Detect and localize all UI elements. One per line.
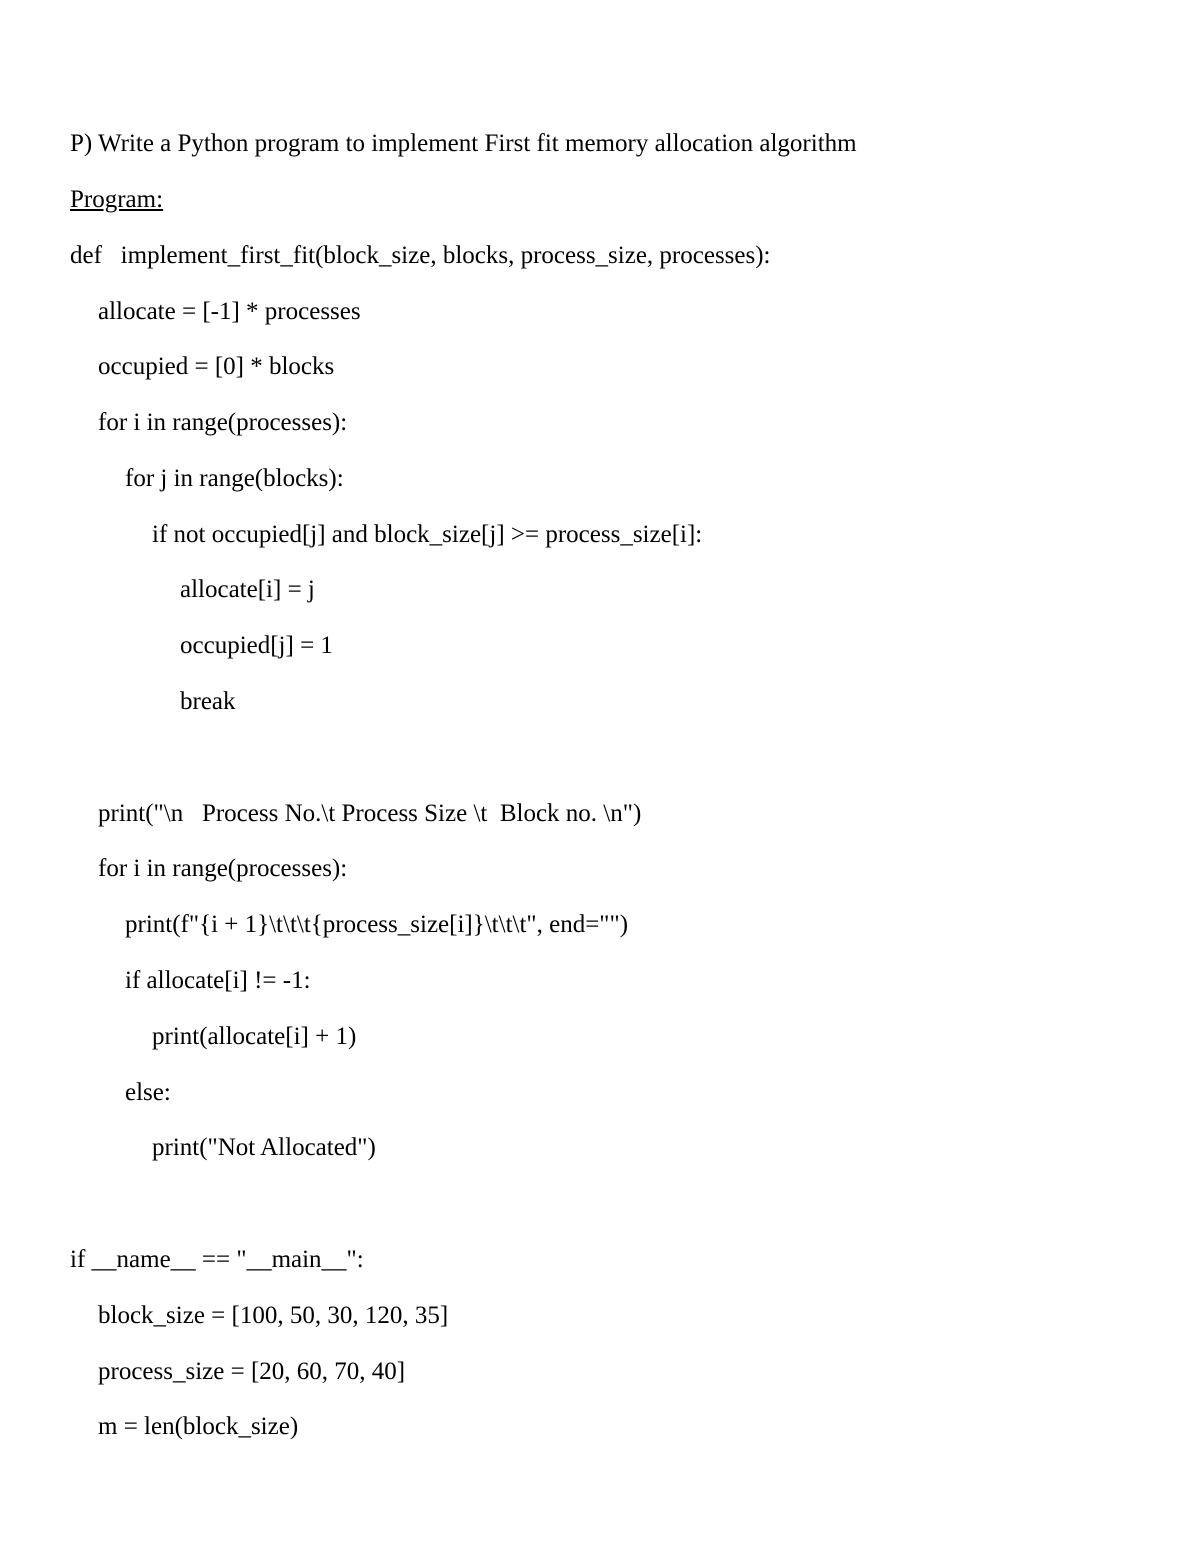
code-line: m = len(block_size)	[98, 1413, 299, 1440]
code-line: allocate = [-1] * processes	[98, 298, 361, 325]
code-line: if not occupied[j] and block_size[j] >= process_size[i]:	[152, 521, 703, 548]
question-text: P) Write a Python program to implement First fit memory allocation algorithm	[70, 130, 857, 157]
code-line: print(allocate[i] + 1)	[152, 1023, 357, 1050]
code-line: if __name__ == "__main__":	[70, 1246, 364, 1273]
code-line: else:	[125, 1079, 171, 1106]
code-line: def implement_first_fit(block_size, blocks, process_size, processes):	[70, 242, 771, 269]
code-line: break	[180, 688, 236, 715]
code-line: print("\n Process No.\t Process Size \t Block no. \n")	[98, 800, 642, 827]
program-label: Program:	[70, 186, 164, 213]
code-line: allocate[i] = j	[180, 576, 315, 603]
code-line: process_size = [20, 60, 70, 40]	[98, 1358, 406, 1385]
code-line: for j in range(blocks):	[125, 465, 344, 492]
code-line: block_size = [100, 50, 30, 120, 35]	[98, 1302, 449, 1329]
code-line: print(f"{i + 1}\t\t\t{process_size[i]}\t\t\t", end="")	[125, 911, 629, 938]
code-line: for i in range(processes):	[98, 409, 348, 436]
code-line: print("Not Allocated")	[152, 1134, 376, 1161]
code-line: for i in range(processes):	[98, 855, 348, 882]
code-line: if allocate[i] != -1:	[125, 967, 311, 994]
code-line: occupied[j] = 1	[180, 632, 333, 659]
code-line: occupied = [0] * blocks	[98, 353, 335, 380]
